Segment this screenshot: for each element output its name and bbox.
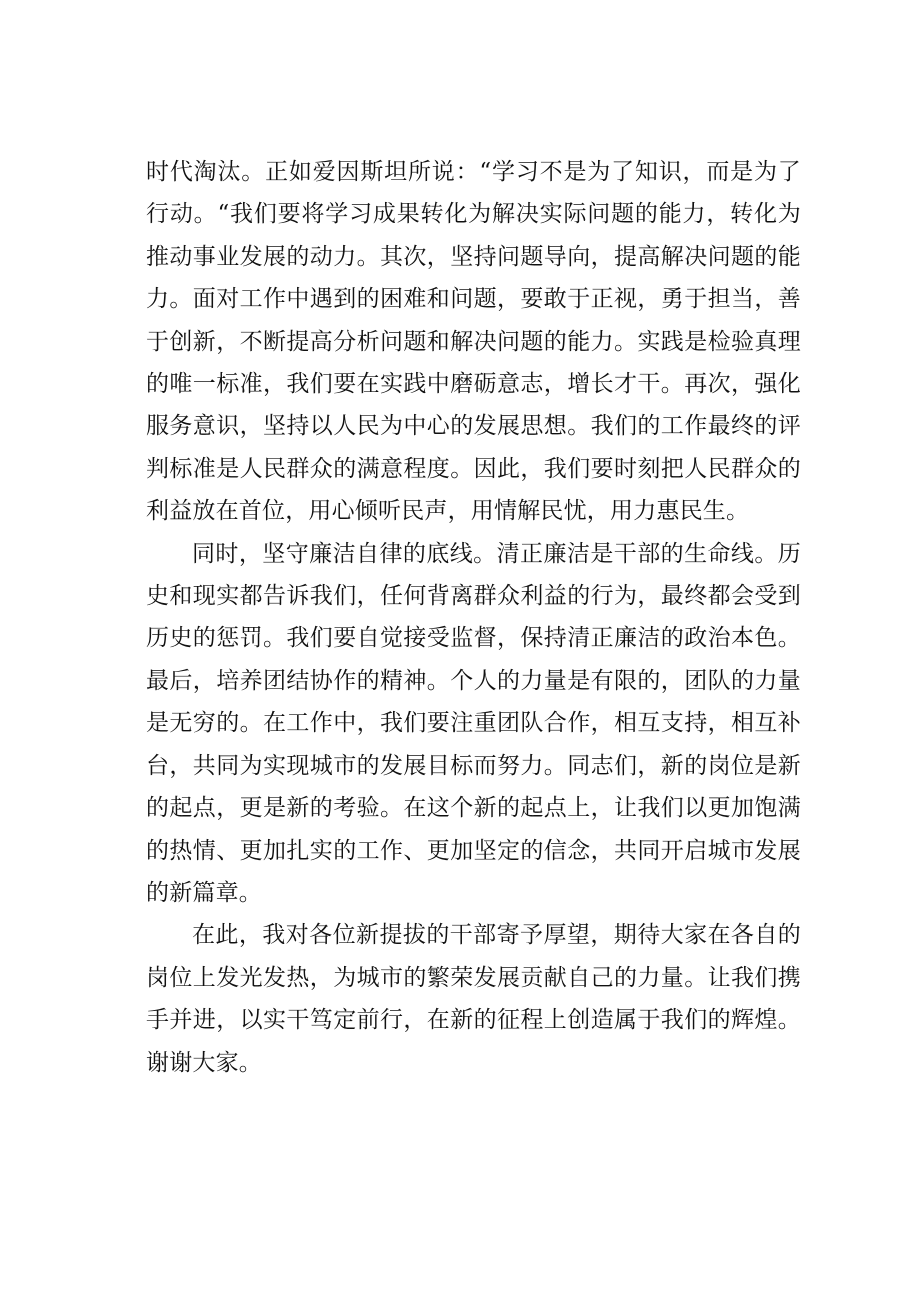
paragraph-3: 在此，我对各位新提拔的干部寄予厚望，期待大家在各自的岗位上发光发热，为城市的繁荣发展贡献自己的力量。让我们携手并进，以实干笃定前行，在新的征程上创造属于我们的辉煌。谢谢大家。	[146, 922, 801, 1076]
paragraph-1: 时代淘汰。正如爱因斯坦所说：“学习不是为了知识，而是为了行动。“我们要将学习成果转化为解决实际问题的能力，转化为推动事业发展的动力。其次，坚持问题导向，提高解决问题的能力。面对工作中遇到的困难和问题，要敢于正视，勇于担当，善于创新，不断提高分析问题和解决问题的能力。实践是检验真理的唯一标准，我们要在实践中磨砺意志，增长才干。再次，强化服务意识，坚持以人民为中心的发展思想。我们的工作最终的评判标准是人民群众的满意程度。因此，我们要时刻把人民群众的利益放在首位，用心倾听民声，用情解民忧，用力惠民生。	[146, 159, 801, 525]
paragraph-2: 同时，坚守廉洁自律的底线。清正廉洁是干部的生命线。历史和现实都告诉我们，任何背离群众利益的行为，最终都会受到历史的惩罚。我们要自觉接受监督，保持清正廉洁的政治本色。最后，培养团结协作的精神。个人的力量是有限的，团队的力量是无穷的。在工作中，我们要注重团队合作，相互支持，相互补台，共同为实现城市的发展目标而努力。同志们，新的岗位是新的起点，更是新的考验。在这个新的起点上，让我们以更加饱满的热情、更加扎实的工作、更加坚定的信念，共同开启城市发展的新篇章。	[146, 540, 801, 906]
document-body	[146, 151, 801, 1084]
